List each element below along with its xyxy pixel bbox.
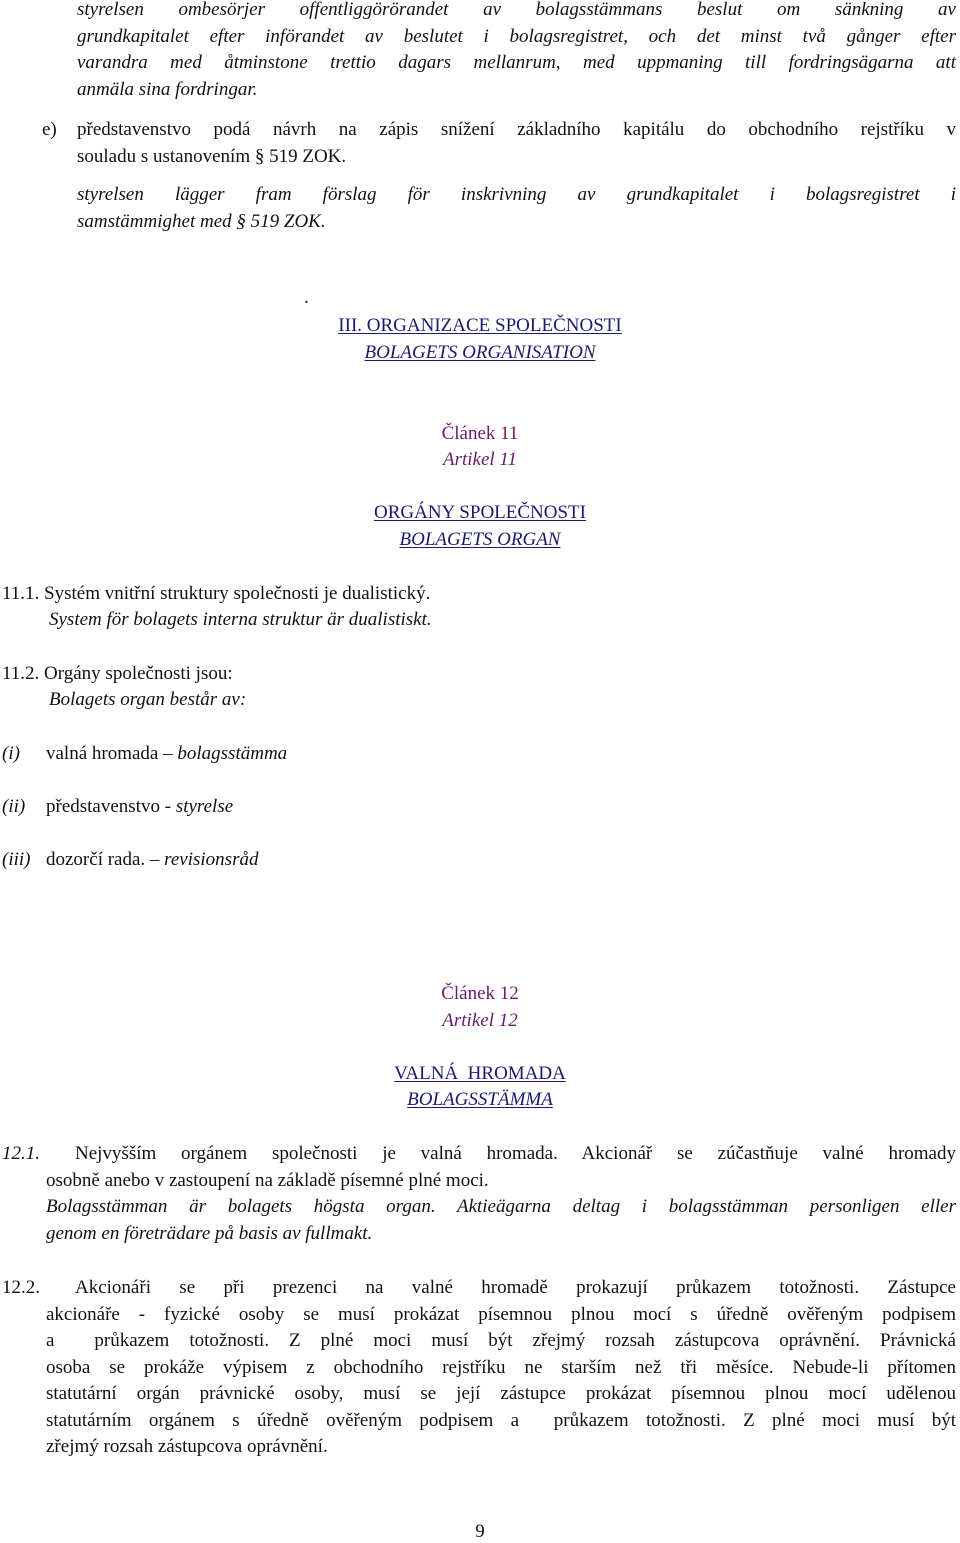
paragraph-12-1-label: 12.1.: [2, 1143, 40, 1164]
organ-item: [46, 741, 287, 768]
part-title-sv: BOLAGETS ORGANISATION: [364, 342, 596, 363]
organ-name-sv: styrelse: [175, 796, 234, 817]
text-line: statutární orgán právnické osoby, musí se její zástupce prokázat písemnou plnou mocí udělenou: [46, 1383, 956, 1404]
article-11-heading-sv: BOLAGETS ORGAN: [399, 529, 561, 550]
text-line-content: Akcionáři se při prezenci na valné hromadě prokazují průkazem totožnosti. Zástupce: [75, 1277, 956, 1298]
text-line-content: Nejvyšším orgánem společnosti je valná hromada. Akcionář se zúčastňuje valné hromady: [75, 1143, 956, 1164]
organ-name-cz: dozorčí rada. –: [46, 849, 165, 870]
article-11-number-sv: Artikel 11: [442, 449, 518, 470]
organ-name-sv: bolagsstämma: [177, 743, 288, 764]
text-line: akcionáře - fyzické osoby se musí prokázat písemnou plnou mocí s úředně ověřeným podpisem: [46, 1303, 956, 1325]
paragraph-12-1-sv: [46, 1194, 956, 1247]
paragraph-11-1-sv: System för bolagets interna struktur är dualistiskt.: [49, 609, 432, 630]
text-line: [46, 1275, 956, 1302]
organ-item: [46, 794, 233, 821]
intro-sv-paragraph: [77, 0, 956, 103]
text-line: varandra med åtminstone trettio dagars mellanrum, med uppmaning till fordringsägarna att: [77, 52, 956, 73]
article-11-heading-cz: ORGÁNY SPOLEČNOSTI: [373, 502, 586, 523]
text-line: samstämmighet med § 519 ZOK.: [77, 210, 326, 232]
page-number: 9: [475, 1521, 485, 1542]
organ-label: (ii): [2, 796, 26, 817]
paragraph-12-2-label: 12.2.: [2, 1277, 40, 1298]
text-line: genom en företrädare på basis av fullmakt.: [46, 1222, 373, 1244]
text-line: osoba se prokáže výpisem z obchodního rejstříku ne starším než tři měsíce. Nebude-li přítomen: [46, 1356, 956, 1378]
article-12-heading-sv: BOLAGSSTÄMMA: [407, 1089, 553, 1110]
text-line: zřejmý rozsah zástupcova oprávnění.: [46, 1436, 328, 1457]
text-line: anmäla sina fordringar.: [77, 78, 258, 100]
paragraph-12-2: [46, 1275, 956, 1461]
item-e-sv-paragraph: [77, 182, 956, 235]
article-11-number-cz: Článek 11: [441, 423, 519, 444]
paragraph-11-2-sv: Bolagets organ består av:: [49, 689, 247, 710]
paragraph-12-1-cz: [46, 1141, 956, 1194]
organ-name-cz: představenstvo -: [46, 796, 176, 817]
text-line: osobně anebo v zastoupení na základě písemné plné moci.: [46, 1169, 489, 1191]
organ-name-cz: valná hromada –: [46, 743, 178, 764]
organ-item: [46, 847, 258, 874]
text-line: a průkazem totožnosti. Z plné moci musí být zřejmý rozsah zástupcova oprávnění. Právnická: [46, 1330, 956, 1351]
text-line: statutárním orgánem s úředně ověřeným podpisem a průkazem totožnosti. Z plné moci musí být: [46, 1409, 956, 1431]
paragraph-11-2-cz: 11.2. Orgány společnosti jsou:: [2, 663, 233, 684]
text-line: Bolagsstämman är bolagets högsta organ. Aktieägarna deltag i bolagsstämman personligen eller: [46, 1196, 956, 1217]
article-12-heading-cz: VALNÁ HROMADA: [394, 1063, 566, 1084]
article-12-number-cz: Článek 12: [441, 983, 519, 1004]
text-line: grundkapitalet efter införandet av beslutet i bolagsregistret, och det minst två gånger efter: [77, 25, 956, 47]
item-label-e: e): [42, 119, 57, 140]
text-line: souladu s ustanovením § 519 ZOK.: [77, 145, 347, 167]
text-line: styrelsen lägger fram förslag för inskrivning av grundkapitalet i bolagsregistret i: [77, 184, 956, 205]
text-line: představenstvo podá návrh na zápis snížení základního kapitálu do obchodního rejstříku v: [77, 119, 956, 140]
stray-dot: .: [304, 287, 309, 308]
organ-label: (iii): [2, 849, 31, 870]
text-line: [46, 1141, 956, 1168]
text-line: styrelsen ombesörjer offentliggörörandet av bolagsstämmans beslut om sänkning av: [77, 0, 956, 20]
organ-name-sv: revisionsråd: [164, 849, 259, 870]
organ-label: (i): [2, 743, 20, 764]
article-12-number-sv: Artikel 12: [442, 1010, 518, 1031]
item-e-cz-paragraph: [77, 117, 956, 170]
paragraph-11-1-cz: 11.1. Systém vnitřní struktury společnosti je dualistický.: [2, 583, 431, 604]
part-title-cz: III. ORGANIZACE SPOLEČNOSTI: [338, 315, 622, 336]
